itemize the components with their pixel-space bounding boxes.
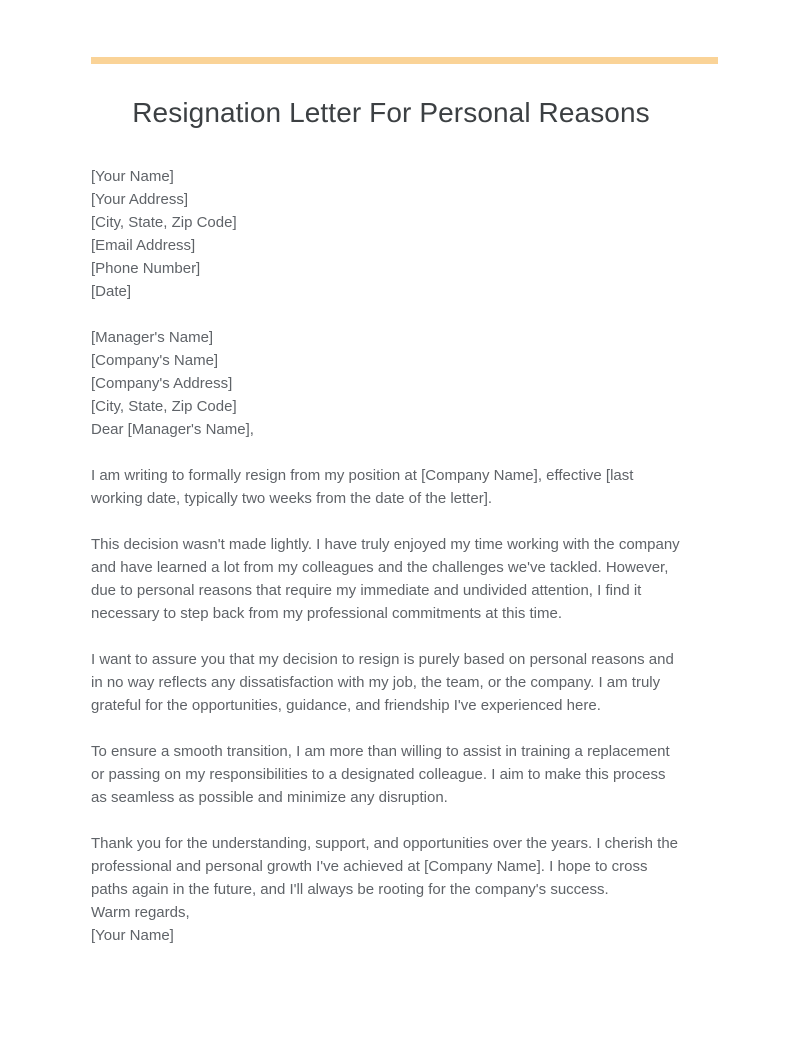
- body-paragraph-3: I want to assure you that my decision to resign is purely based on personal reasons and in no way reflects any dissatisfaction with my job, the team, or the company. I am truly grateful for the opportunities, guidance, and friendship I've experienced here.: [91, 651, 674, 714]
- document-content: [91, 95, 691, 947]
- page-title: Resignation Letter For Personal Reasons: [132, 97, 650, 128]
- salutation: Dear [Manager's Name],: [91, 421, 254, 438]
- accent-bar: [91, 57, 718, 64]
- closing-block: [91, 832, 685, 947]
- sender-line: [Date]: [91, 283, 132, 300]
- closing-paragraph: Thank you for the understanding, support, and opportunities over the years. I cherish the professional and personal growth I've achieved at [Company Name]. I hope to cross paths again in the future, and I'll always be rooting for the company's success.: [91, 835, 679, 898]
- sender-line: [Your Address]: [91, 191, 189, 208]
- body-paragraph-1: I am writing to formally resign from my position at [Company Name], effective [last working date, typically two weeks from the date of the letter].: [91, 467, 634, 507]
- sender-address-block: [91, 165, 691, 303]
- recipient-line: [Company's Name]: [91, 352, 219, 369]
- sender-line: [City, State, Zip Code]: [91, 214, 237, 231]
- recipient-line: [City, State, Zip Code]: [91, 398, 237, 415]
- body-paragraph-2: This decision wasn't made lightly. I have truly enjoyed my time working with the company and have learned a lot from my colleagues and the challenges we've tackled. However, due to personal reasons that require my immediate and undivided attention, I find it necessary to step back from my professional commitments at this time.: [91, 536, 680, 622]
- recipient-line: [Manager's Name]: [91, 329, 214, 346]
- recipient-address-block: [91, 326, 691, 441]
- body-paragraph-4: To ensure a smooth transition, I am more than willing to assist in training a replacement or passing on my responsibilities to a designated colleague. I aim to make this process as seamless as possible and minimize any disruption.: [91, 743, 670, 806]
- sender-line: [Phone Number]: [91, 260, 201, 277]
- signature-name: [Your Name]: [91, 927, 174, 944]
- sender-line: [Email Address]: [91, 237, 196, 254]
- sign-off: Warm regards,: [91, 904, 190, 921]
- sender-line: [Your Name]: [91, 168, 174, 185]
- recipient-line: [Company's Address]: [91, 375, 233, 392]
